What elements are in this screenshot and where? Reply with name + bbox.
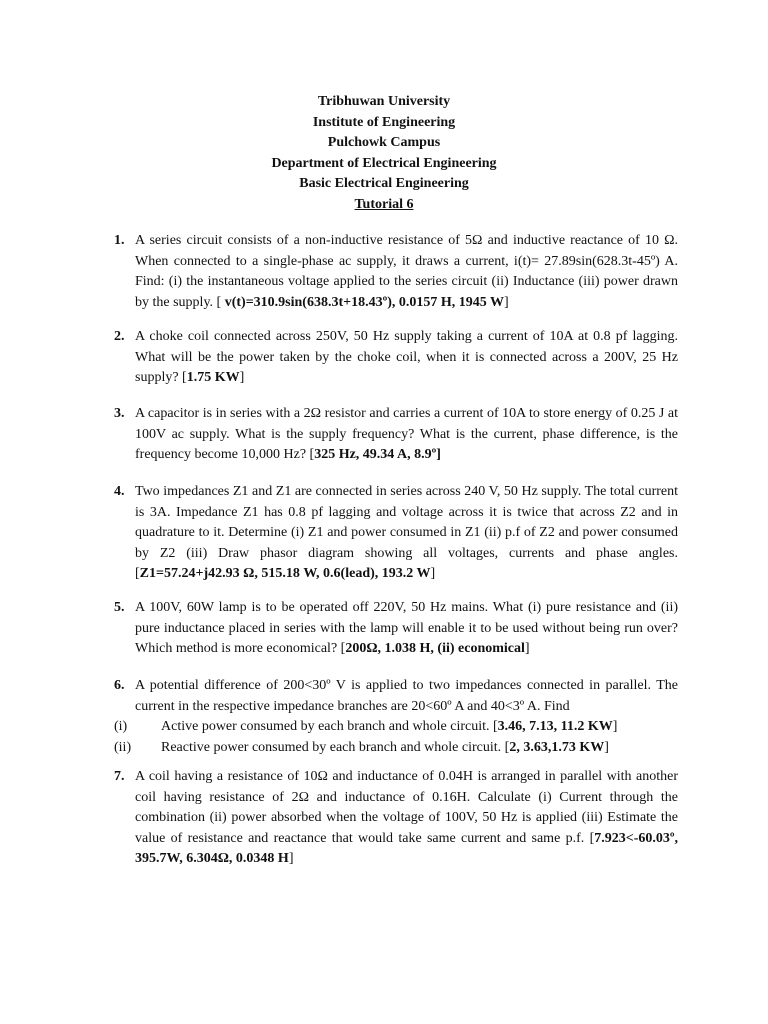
question-number: 3.: [114, 406, 125, 421]
campus-name: Pulchowk Campus: [327, 135, 441, 150]
question-6: [114, 676, 678, 758]
subquestion-i: (i) Active power consumed by each branch and whole circuit. [3.46, 7.13, 11.2 KW]: [114, 717, 678, 738]
institute-name: Institute of Engineering: [312, 114, 456, 130]
document-header: [0, 92, 768, 215]
question-number: 7.: [114, 769, 125, 784]
university-name: Tribhuwan University: [317, 94, 451, 109]
answer: 1.75 KW: [186, 370, 240, 385]
question-5: [114, 598, 678, 660]
answer: 200Ω, 1.038 H, (ii) economical: [345, 641, 525, 656]
question-text: A series circuit consists of a non-inductive resistance of 5Ω and inductive reactance of 10 Ω. When connected to a single-phase ac supply, it draws a current, i(t)= 27.89sin(628.3t-45º) A. Find: (i) the instantaneous voltage applied to the series circuit (ii) Inductance (iii) power drawn by the supply. [ v(t)=310.9sin(638.3t+18.43º), 0.0157 H, 1945 W]: [135, 233, 678, 310]
department-name: Department of Electrical Engineering: [271, 155, 497, 171]
answer: 3.46, 7.13, 11.2 KW: [497, 719, 613, 734]
question-number: 5.: [114, 600, 125, 615]
question-4: [114, 482, 678, 585]
question-text: A 100V, 60W lamp is to be operated off 220V, 50 Hz mains. What (i) pure resistance and (ii) pure inductance placed in series with the lamp will enable it to be used without being run over? Which method is more economical? [200Ω, 1.038 H, (ii) economical]: [135, 600, 678, 656]
question-text: Two impedances Z1 and Z1 are connected in series across 240 V, 50 Hz supply. The total current is 3A. Impedance Z1 has 0.8 pf lagging and voltage across it is twice that across Z2 and in quadrature to it. Determine (i) Z1 and power consumed in Z1 (ii) p.f of Z2 and power consumed by Z2 (iii) Draw phasor diagram showing all voltages, currents and phase angles. [Z1=57.24+j42.93 Ω, 515.18 W, 0.6(lead), 193.2 W]: [135, 484, 678, 581]
answer: 2, 3.63,1.73 KW: [509, 739, 605, 755]
subquestion-ii: (ii) Reactive power consumed by each branch and whole circuit. [2, 3.63,1.73 KW]: [114, 738, 678, 759]
answer: Z1=57.24+j42.93 Ω, 515.18 W, 0.6(lead), 193.2 W: [139, 566, 431, 581]
answer: 7.923<-60.03º, 395.7W, 6.304Ω, 0.0348 H: [135, 830, 678, 866]
question-number: 4.: [114, 484, 125, 499]
question-text: A capacitor is in series with a 2Ω resistor and carries a current of 10A to store energy of 0.25 J at 100V ac supply. What is the supply frequency? What is the current, phase difference, is the frequency become 10,000 Hz? [325 Hz, 49.34 A, 8.9º]: [135, 406, 678, 462]
question-3: [114, 404, 678, 466]
question-text: A potential difference of 200<30º V is applied to two impedances connected in parallel. The current in the respective impedance branches are 20<60º A and 40<3º A. Find: [135, 678, 678, 714]
question-number: 2.: [114, 329, 125, 344]
answer: 325 Hz, 49.34 A, 8.9º]: [314, 447, 441, 462]
subquestion-numeral: (ii): [114, 739, 132, 755]
question-text: A coil having a resistance of 10Ω and inductance of 0.04H is arranged in parallel with another coil having resistance of 2Ω and inductance of 0.16H. Calculate (i) Current through the combination (ii) power absorbed when the voltage of 100V, 50 Hz is applied (iii) Estimate the value of resistance and reactance that would take same current and same p.f. [7.923<-60.03º, 395.7W, 6.304Ω, 0.0348 H]: [135, 769, 678, 866]
tutorial-title: Tutorial 6: [354, 196, 414, 212]
course-name: Basic Electrical Engineering: [299, 176, 469, 191]
question-1: [114, 231, 678, 313]
question-text: A choke coil connected across 250V, 50 Hz supply taking a current of 10A at 0.8 pf lagging. What will be the power taken by the choke coil, when it is connected across a 200V, 25 Hz supply? [1.75 KW]: [135, 329, 678, 385]
question-number: 1.: [114, 233, 125, 248]
question-7: [114, 767, 678, 870]
question-2: [114, 327, 678, 389]
answer: v(t)=310.9sin(638.3t+18.43º), 0.0157 H, 1945 W: [224, 294, 505, 310]
question-number: 6.: [114, 678, 125, 693]
subquestion-numeral: (i): [114, 719, 128, 734]
